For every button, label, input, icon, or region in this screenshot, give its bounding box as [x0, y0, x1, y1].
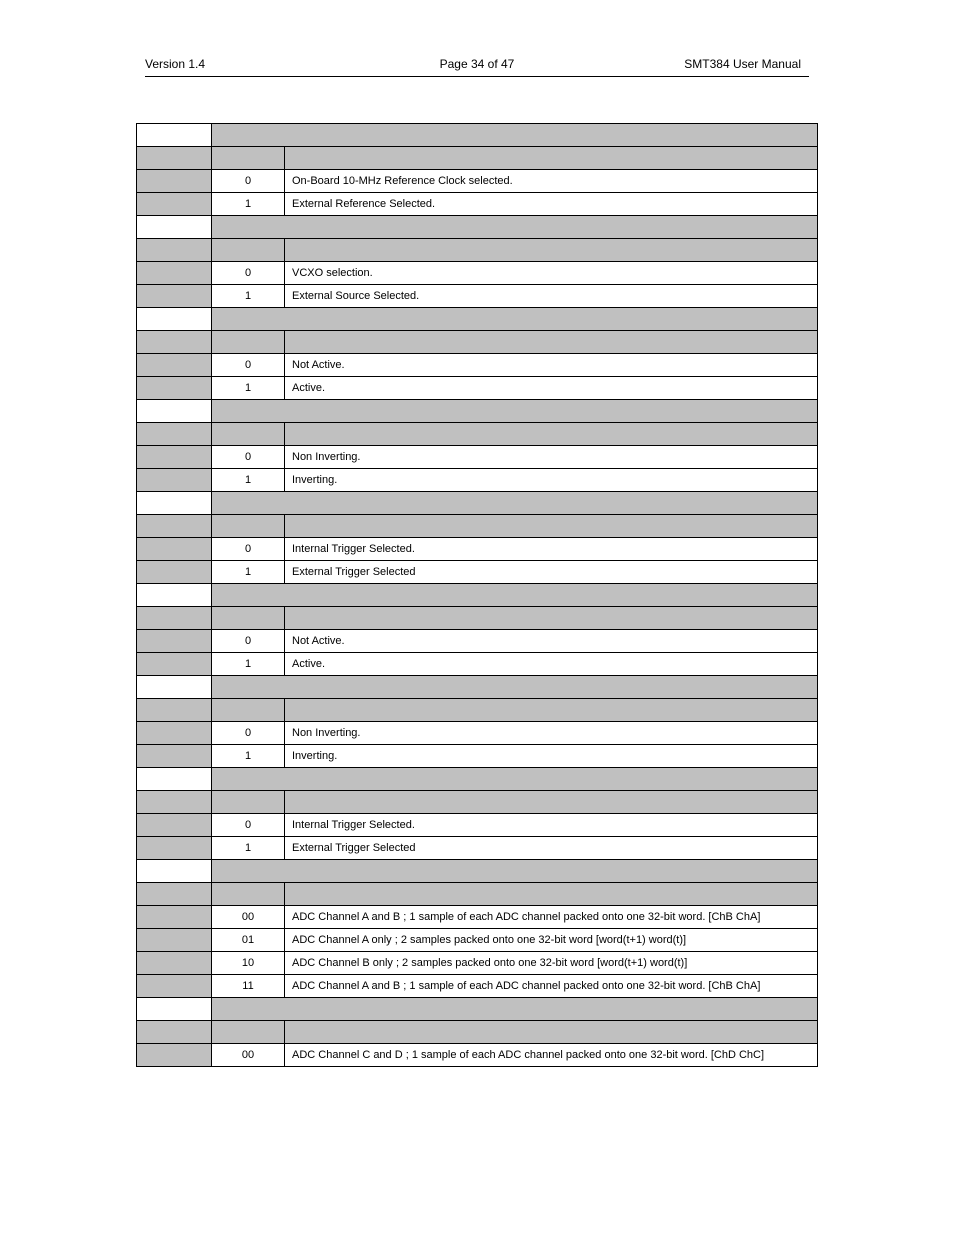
- value-cell: 1: [212, 653, 285, 676]
- column-header-cell: [212, 147, 285, 170]
- table-row: [137, 1044, 818, 1067]
- column-header-cell: [285, 331, 818, 354]
- column-header-cell: [285, 1021, 818, 1044]
- column-header-cell: [137, 883, 212, 906]
- bit-cell: [137, 860, 212, 883]
- field-header-row: [137, 998, 818, 1021]
- field-name-cell: [212, 400, 818, 423]
- table-row: [137, 929, 818, 952]
- table-row: [137, 446, 818, 469]
- table-row: [137, 906, 818, 929]
- table-row: [137, 814, 818, 837]
- column-header-cell: [285, 423, 818, 446]
- bit-cell: [137, 1044, 212, 1067]
- column-header-row: [137, 147, 818, 170]
- bit-cell: [137, 952, 212, 975]
- description-cell: ADC Channel A and B ; 1 sample of each ADC channel packed onto one 32-bit word. [ChB ChA]: [285, 975, 818, 998]
- table-row: [137, 193, 818, 216]
- table-row: [137, 837, 818, 860]
- column-header-cell: [137, 423, 212, 446]
- field-header-row: [137, 216, 818, 239]
- field-name-cell: [212, 998, 818, 1021]
- bit-cell: [137, 814, 212, 837]
- description-cell: Not Active.: [285, 354, 818, 377]
- column-header-cell: [137, 699, 212, 722]
- bit-cell: [137, 722, 212, 745]
- page-header: [145, 56, 809, 77]
- table-row: [137, 722, 818, 745]
- field-header-row: [137, 308, 818, 331]
- bit-cell: [137, 124, 212, 147]
- column-header-cell: [285, 147, 818, 170]
- column-header-cell: [285, 239, 818, 262]
- bit-cell: [137, 216, 212, 239]
- bit-cell: [137, 584, 212, 607]
- column-header-cell: [137, 607, 212, 630]
- value-cell: 10: [212, 952, 285, 975]
- field-name-cell: [212, 492, 818, 515]
- field-header-row: [137, 860, 818, 883]
- table-row: [137, 354, 818, 377]
- column-header-cell: [212, 791, 285, 814]
- value-cell: 0: [212, 354, 285, 377]
- bit-cell: [137, 653, 212, 676]
- column-header-cell: [212, 239, 285, 262]
- table-row: [137, 630, 818, 653]
- bit-cell: [137, 630, 212, 653]
- bit-cell: [137, 469, 212, 492]
- bit-cell: [137, 538, 212, 561]
- column-header-cell: [212, 331, 285, 354]
- field-header-row: [137, 400, 818, 423]
- column-header-row: [137, 607, 818, 630]
- description-cell: External Trigger Selected: [285, 561, 818, 584]
- bit-cell: [137, 561, 212, 584]
- column-header-cell: [212, 1021, 285, 1044]
- column-header-cell: [285, 607, 818, 630]
- column-header-cell: [137, 147, 212, 170]
- bit-cell: [137, 906, 212, 929]
- value-cell: 1: [212, 561, 285, 584]
- column-header-cell: [212, 423, 285, 446]
- column-header-row: [137, 791, 818, 814]
- column-header-cell: [285, 699, 818, 722]
- bit-cell: [137, 998, 212, 1021]
- value-cell: 0: [212, 446, 285, 469]
- bit-cell: [137, 400, 212, 423]
- value-cell: 0: [212, 538, 285, 561]
- column-header-cell: [212, 883, 285, 906]
- value-cell: 1: [212, 745, 285, 768]
- value-cell: 0: [212, 722, 285, 745]
- value-cell: 1: [212, 837, 285, 860]
- description-cell: External Trigger Selected: [285, 837, 818, 860]
- bit-cell: [137, 193, 212, 216]
- table-row: [137, 377, 818, 400]
- field-header-row: [137, 768, 818, 791]
- field-header-row: [137, 676, 818, 699]
- table-row: [137, 262, 818, 285]
- column-header-cell: [212, 515, 285, 538]
- value-cell: 0: [212, 170, 285, 193]
- column-header-cell: [137, 1021, 212, 1044]
- column-header-row: [137, 699, 818, 722]
- bit-cell: [137, 377, 212, 400]
- bit-cell: [137, 676, 212, 699]
- column-header-cell: [137, 239, 212, 262]
- column-header-cell: [285, 791, 818, 814]
- description-cell: External Reference Selected.: [285, 193, 818, 216]
- table-row: [137, 561, 818, 584]
- field-name-cell: [212, 860, 818, 883]
- bit-cell: [137, 768, 212, 791]
- register-table: [136, 123, 818, 1067]
- value-cell: 0: [212, 814, 285, 837]
- value-cell: 1: [212, 193, 285, 216]
- table-row: [137, 170, 818, 193]
- table-row: [137, 653, 818, 676]
- value-cell: 01: [212, 929, 285, 952]
- value-cell: 00: [212, 1044, 285, 1067]
- field-name-cell: [212, 584, 818, 607]
- table-row: [137, 745, 818, 768]
- description-cell: On-Board 10-MHz Reference Clock selected.: [285, 170, 818, 193]
- field-header-row: [137, 124, 818, 147]
- column-header-row: [137, 239, 818, 262]
- value-cell: 1: [212, 377, 285, 400]
- column-header-row: [137, 515, 818, 538]
- field-name-cell: [212, 124, 818, 147]
- bit-cell: [137, 837, 212, 860]
- column-header-cell: [285, 883, 818, 906]
- bit-cell: [137, 975, 212, 998]
- column-header-row: [137, 1021, 818, 1044]
- bit-cell: [137, 308, 212, 331]
- description-cell: ADC Channel C and D ; 1 sample of each ADC channel packed onto one 32-bit word. [ChD ChC]: [285, 1044, 818, 1067]
- description-cell: Inverting.: [285, 469, 818, 492]
- field-name-cell: [212, 216, 818, 239]
- description-cell: External Source Selected.: [285, 285, 818, 308]
- column-header-row: [137, 331, 818, 354]
- bit-cell: [137, 285, 212, 308]
- value-cell: 11: [212, 975, 285, 998]
- description-cell: Internal Trigger Selected.: [285, 814, 818, 837]
- field-header-row: [137, 584, 818, 607]
- column-header-row: [137, 883, 818, 906]
- field-header-row: [137, 492, 818, 515]
- bit-cell: [137, 446, 212, 469]
- version-label: Version 1.4: [145, 57, 206, 71]
- description-cell: Active.: [285, 377, 818, 400]
- bit-cell: [137, 262, 212, 285]
- description-cell: Not Active.: [285, 630, 818, 653]
- column-header-row: [137, 423, 818, 446]
- table-row: [137, 469, 818, 492]
- description-cell: Active.: [285, 653, 818, 676]
- value-cell: 0: [212, 630, 285, 653]
- value-cell: 0: [212, 262, 285, 285]
- description-cell: Inverting.: [285, 745, 818, 768]
- value-cell: 00: [212, 906, 285, 929]
- bit-cell: [137, 354, 212, 377]
- description-cell: Internal Trigger Selected.: [285, 538, 818, 561]
- description-cell: Non Inverting.: [285, 722, 818, 745]
- table-row: [137, 538, 818, 561]
- table-row: [137, 975, 818, 998]
- bit-cell: [137, 929, 212, 952]
- page-number: Page 34 of 47: [439, 57, 515, 71]
- bit-cell: [137, 170, 212, 193]
- field-name-cell: [212, 768, 818, 791]
- value-cell: 1: [212, 469, 285, 492]
- table-row: [137, 952, 818, 975]
- description-cell: ADC Channel A only ; 2 samples packed onto one 32-bit word [word(t+1) word(t)]: [285, 929, 818, 952]
- column-header-cell: [137, 791, 212, 814]
- column-header-cell: [137, 331, 212, 354]
- description-cell: VCXO selection.: [285, 262, 818, 285]
- column-header-cell: [285, 515, 818, 538]
- column-header-cell: [137, 515, 212, 538]
- column-header-cell: [212, 699, 285, 722]
- bit-cell: [137, 745, 212, 768]
- description-cell: ADC Channel B only ; 2 samples packed onto one 32-bit word [word(t+1) word(t)]: [285, 952, 818, 975]
- manual-title: SMT384 User Manual: [684, 57, 801, 71]
- description-cell: Non Inverting.: [285, 446, 818, 469]
- value-cell: 1: [212, 285, 285, 308]
- field-name-cell: [212, 676, 818, 699]
- field-name-cell: [212, 308, 818, 331]
- bit-cell: [137, 492, 212, 515]
- column-header-cell: [212, 607, 285, 630]
- description-cell: ADC Channel A and B ; 1 sample of each ADC channel packed onto one 32-bit word. [ChB ChA]: [285, 906, 818, 929]
- table-row: [137, 285, 818, 308]
